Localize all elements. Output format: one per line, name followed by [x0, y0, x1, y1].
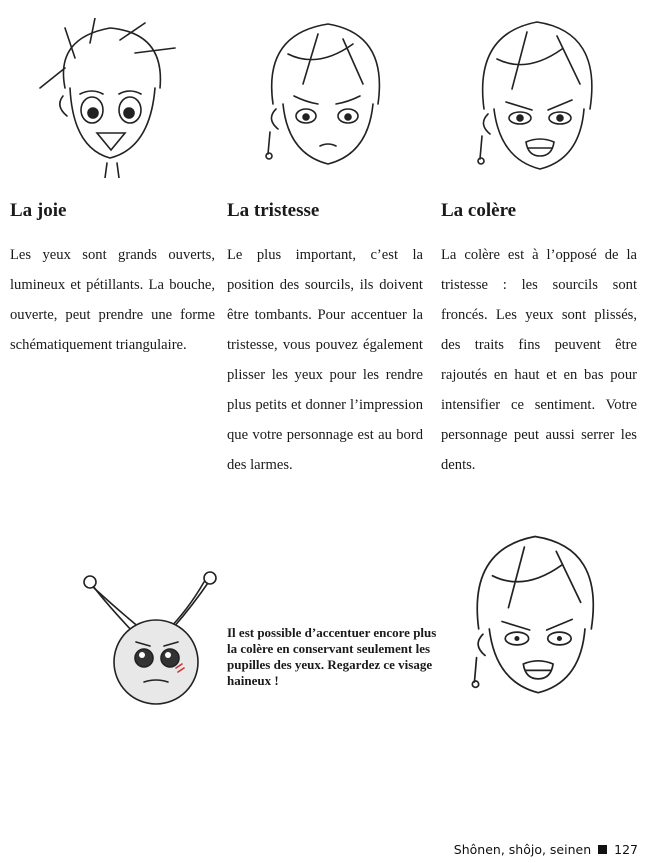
anger-text: La colère est à l’opposé de la tristesse : les sourcils sont froncés. Les yeux sont plissés, des traits fins peuvent être rajoutés en haut et en bas pour intensifier ce sentiment. Votre personnage peut aussi serrer les dents.: [441, 247, 637, 473]
joy-face-illustration: [35, 18, 185, 178]
sadness-title: La tristesse: [227, 200, 320, 221]
anger-title: La colère: [441, 200, 517, 221]
anger-section: [441, 200, 637, 480]
joy-title: La joie: [10, 200, 67, 221]
tip-note: Il est possible d’accentuer encore plus la colère en conservant seulement les pupilles des yeux. Regardez ce visage haineux !: [227, 625, 437, 688]
sadness-section: [227, 200, 423, 480]
mascot-illustration: [78, 570, 228, 710]
page-number: 127: [614, 842, 638, 857]
joy-text: Les yeux sont grands ouverts, lumineux et pétillants. La bouche, ouverte, peut prendre une forme schématiquement triangulaire.: [10, 247, 215, 353]
page-footer: [454, 842, 638, 857]
square-bullet-icon: [598, 845, 607, 854]
footer-label: Shônen, shôjo, seinen: [453, 842, 592, 857]
sadness-text: Le plus important, c’est la position des sourcils, ils doivent être tombants. Pour accentuer la tristesse, vous pouvez également plisser les yeux pour les rendre plus petits et donner l’impression que votre personnage est au bord des larmes.: [227, 247, 423, 473]
hateful-face-illustration: [455, 528, 615, 698]
sadness-face-illustration: [248, 14, 398, 174]
joy-section: [10, 200, 215, 360]
anger-face-illustration: [462, 14, 612, 174]
